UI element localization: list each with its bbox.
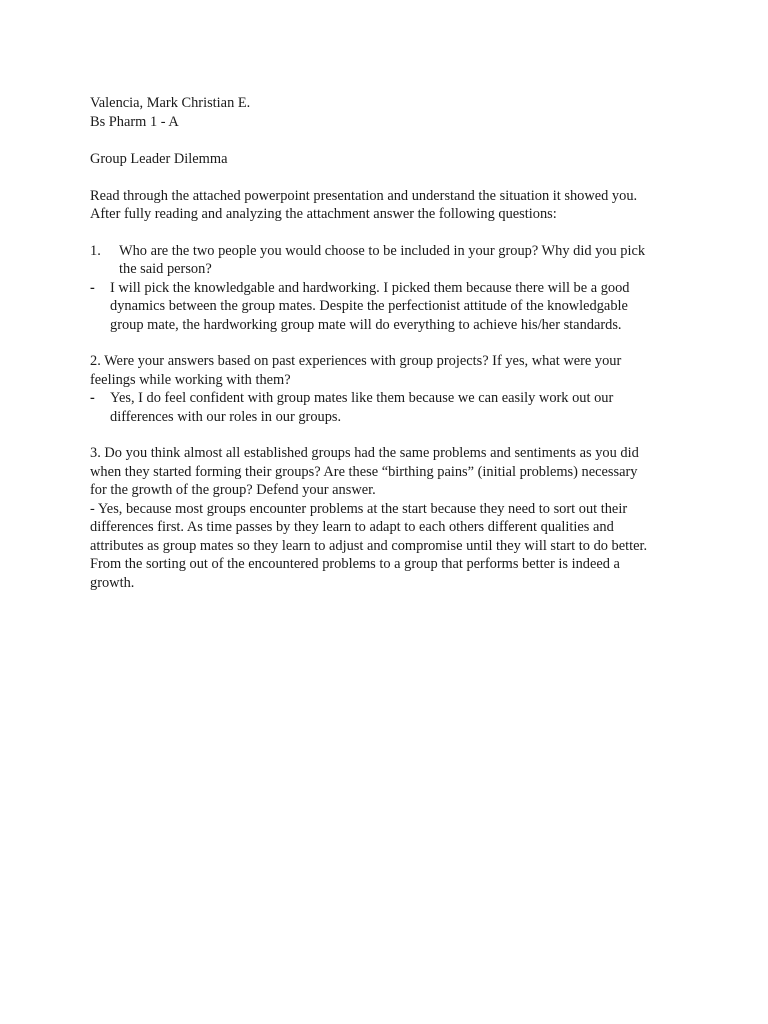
bullet-dash: - (90, 390, 95, 406)
answer-line: growth. (90, 574, 135, 591)
question-line: 2. Were your answers based on past experiences with group projects? If yes, what were your (90, 353, 622, 369)
question-1-text (90, 242, 690, 279)
answer-line: Yes, I do feel confident with group mates like them because we can easily work out our (110, 390, 614, 406)
document-body (90, 94, 690, 592)
answer-1 (90, 279, 690, 335)
answer-3 (90, 500, 690, 593)
intro-line: Read through the attached powerpoint presentation and understand the situation it showed you. (90, 187, 638, 204)
answer-line: group mate, the hardworking group mate will do everything to achieve his/her standards. (110, 316, 622, 333)
author-name: Valencia, Mark Christian E. (90, 95, 251, 111)
answer-1-text (90, 279, 690, 335)
answer-line: From the sorting out of the encountered problems to a group that performs better is indeed a (90, 556, 620, 572)
question-line: the said person? (119, 261, 212, 277)
question-3 (90, 444, 690, 500)
question-2 (90, 352, 690, 389)
question-line: for the growth of the group? Defend your answer. (90, 482, 376, 498)
answer-line: attributes as group mates so they learn to adjust and compromise until they will start to do better. (90, 537, 648, 554)
question-line: feelings while working with them? (90, 371, 291, 388)
answer-2-text (90, 389, 690, 426)
document-title: Group Leader Dilemma (90, 151, 228, 167)
intro-line: After fully reading and analyzing the attachment answer the following questions: (90, 206, 557, 222)
answer-line: I will pick the knowledgable and hardworking. I picked them because there will be a good (110, 279, 630, 296)
question-number: 1. (90, 242, 101, 259)
question-1 (90, 242, 690, 279)
question-line: when they started forming their groups? Are these “birthing pains” (initial problems) necessary (90, 463, 638, 480)
answer-2 (90, 389, 690, 426)
bullet-dash: - (90, 279, 95, 296)
answer-line: dynamics between the group mates. Despite the perfectionist attitude of the knowledgable (110, 298, 628, 314)
author-block (90, 94, 690, 131)
intro-paragraph (90, 187, 690, 224)
question-line: Who are the two people you would choose to be included in your group? Why did you pick (119, 242, 646, 259)
course-section: Bs Pharm 1 - A (90, 113, 179, 130)
answer-line: differences first. As time passes by they learn to adapt to each others different qualities and (90, 519, 614, 535)
answer-line: - Yes, because most groups encounter problems at the start because they need to sort out their (90, 500, 628, 517)
answer-line: differences with our roles in our groups. (110, 408, 342, 425)
question-line: 3. Do you think almost all established groups had the same problems and sentiments as you did (90, 445, 639, 461)
